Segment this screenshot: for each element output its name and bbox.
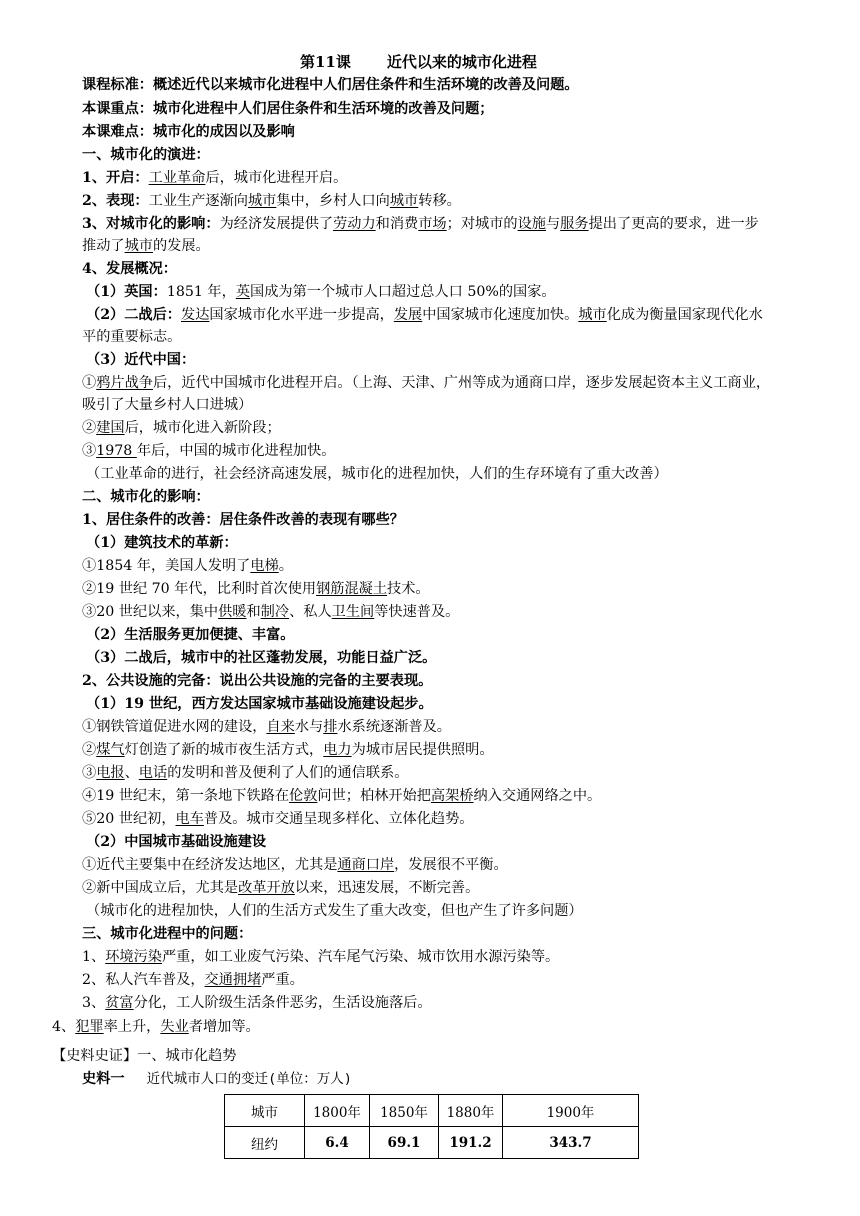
lesson-title: 第11课 近代以来的城市化进程: [300, 53, 537, 71]
s3-item-4: 4、犯罪率上升，失业者增加等。: [52, 1019, 260, 1035]
s2-china-2: ②新中国成立后，尤其是改革开放以来，迅速发展，不断完善。: [82, 880, 480, 896]
s1-manifestation: 2、表现：工业生产逐渐向城市集中，乡村人口向城市转移。: [82, 193, 461, 209]
s1-note: （工业革命的进行，社会经济高速发展，城市化的进程加快，人们的生存环境有了重大改善）: [86, 466, 668, 482]
s2-tech-2: ②19 世纪 70 年代，比利时首次使用钢筋混凝土技术。: [82, 581, 430, 597]
s2-tech-1: ①1854 年，美国人发明了电梯。: [82, 558, 293, 574]
s1-start: 1、开启：工业革命后，城市化进程开启。: [82, 170, 348, 186]
s2-china: （2）中国城市基础设施建设: [86, 834, 267, 850]
s3-item-2: 2、私人汽车普及，交通拥堵严重。: [82, 972, 304, 988]
table-header-cell: 1850年: [370, 1095, 439, 1127]
s2-note: （城市化的进程加快，人们的生活方式发生了重大改变，但也产生了许多问题）: [86, 903, 583, 919]
difficult-points: 本课难点：城市化的成因以及影响: [82, 124, 295, 140]
s2-community: （3）二战后，城市中的社区蓬勃发展，功能日益广泛。: [86, 650, 437, 666]
s1-china-label: （3）近代中国：: [86, 352, 196, 368]
s2-west: （1）19 世纪，西方发达国家城市基础设施建设起步。: [86, 696, 433, 712]
s2-west-4: ④19 世纪末，第一条地下铁路在伦敦问世；柏林开始把高架桥纳入交通网络之中。: [82, 788, 602, 804]
table-header-cell: 城市: [225, 1095, 305, 1127]
s2-west-3: ③电报、电话的发明和普及便利了人们的通信联系。: [82, 765, 409, 781]
table-cell: 纽约: [225, 1127, 305, 1159]
s2-public: 2、公共设施的完备：说出公共设施的完备的主要表现。: [82, 673, 433, 689]
s2-tech-3: ③20 世纪以来，集中供暖和制冷、私人卫生间等快速普及。: [82, 604, 460, 620]
s2-housing: 1、居住条件的改善：居住条件改善的表现有哪些？: [82, 512, 404, 528]
table-cell: 6.4: [305, 1127, 370, 1159]
section-2-heading: 二、城市化的影响：: [82, 489, 210, 505]
section-1-heading: 一、城市化的演进：: [82, 147, 210, 163]
table-row: [225, 1127, 639, 1159]
s1-china-item2: ②建国后，城市化进入新阶段；: [82, 420, 281, 436]
s1-china-item1-line1: ①鸦片战争后，近代中国城市化进程开启。（上海、天津、广州等成为通商口岸，逐步发展起资本主义工商业，: [82, 375, 771, 391]
s1-uk: （1）英国：1851 年，英国成为第一个城市人口超过总人口 50%的国家。: [86, 284, 556, 300]
s2-tech: （1）建筑技术的革新：: [86, 535, 238, 551]
table-header-cell: 1900年: [503, 1095, 639, 1127]
table-header-row: [225, 1095, 639, 1127]
population-table: [224, 1094, 639, 1159]
source-caption: 近代城市人口的变迁(单位：万人): [146, 1071, 352, 1087]
key-points: 本课重点：城市化进程中人们居住条件和生活环境的改善及问题；: [82, 101, 494, 117]
table-header-cell: 1800年: [305, 1095, 370, 1127]
table-cell: 69.1: [370, 1127, 439, 1159]
evidence-header: 【史料史证】一、城市化趋势: [52, 1048, 237, 1064]
table-cell: 191.2: [439, 1127, 503, 1159]
course-standard: 课程标准：概述近代以来城市化进程中人们居住条件和生活环境的改善及问题。: [82, 77, 579, 93]
s1-overview: 4、发展概况：: [82, 261, 177, 277]
source-label: 史料一: [82, 1071, 125, 1087]
table-header-cell: 1880年: [439, 1095, 503, 1127]
s2-china-1: ①近代主要集中在经济发达地区，尤其是通商口岸，发展很不平衡。: [82, 857, 508, 873]
table-cell: 343.7: [503, 1127, 639, 1159]
s2-west-1: ①钢铁管道促进水网的建设，自来水与排水系统逐渐普及。: [82, 719, 451, 735]
s1-postwar-line2: 平的重要标志。: [82, 329, 182, 345]
s3-item-3: 3、贫富分化，工人阶级生活条件恶劣，生活设施落后。: [82, 995, 432, 1011]
s3-item-1: 1、环境污染严重，如工业废气污染、汽车尾气污染、城市饮用水源污染等。: [82, 949, 560, 965]
s2-west-2: ②煤气灯创造了新的城市夜生活方式，电力为城市居民提供照明。: [82, 742, 494, 758]
s1-impact-line2: 推动了城市的发展。: [82, 238, 210, 254]
s1-postwar-line1: （2）二战后：发达国家城市化水平进一步提高，发展中国家城市化速度加快。城市化成为衡量国家现代化水: [86, 307, 763, 323]
s2-west-5: ⑤20 世纪初，电车普及。城市交通呈现多样化、立体化趋势。: [82, 811, 474, 827]
section-3-heading: 三、城市化进程中的问题：: [82, 926, 253, 942]
evidence-source-line: [82, 1069, 352, 1089]
s1-impact-line1: 3、对城市化的影响：为经济发展提供了劳动力和消费市场；对城市的设施与服务提出了更高的要求，进一步: [82, 216, 759, 232]
s2-services: （2）生活服务更加便捷、丰富。: [86, 627, 295, 643]
s1-china-item3: ③1978 年后，中国的城市化进程加快。: [82, 443, 336, 459]
s1-china-item1-line2: 吸引了大量乡村人口进城）: [82, 397, 253, 413]
